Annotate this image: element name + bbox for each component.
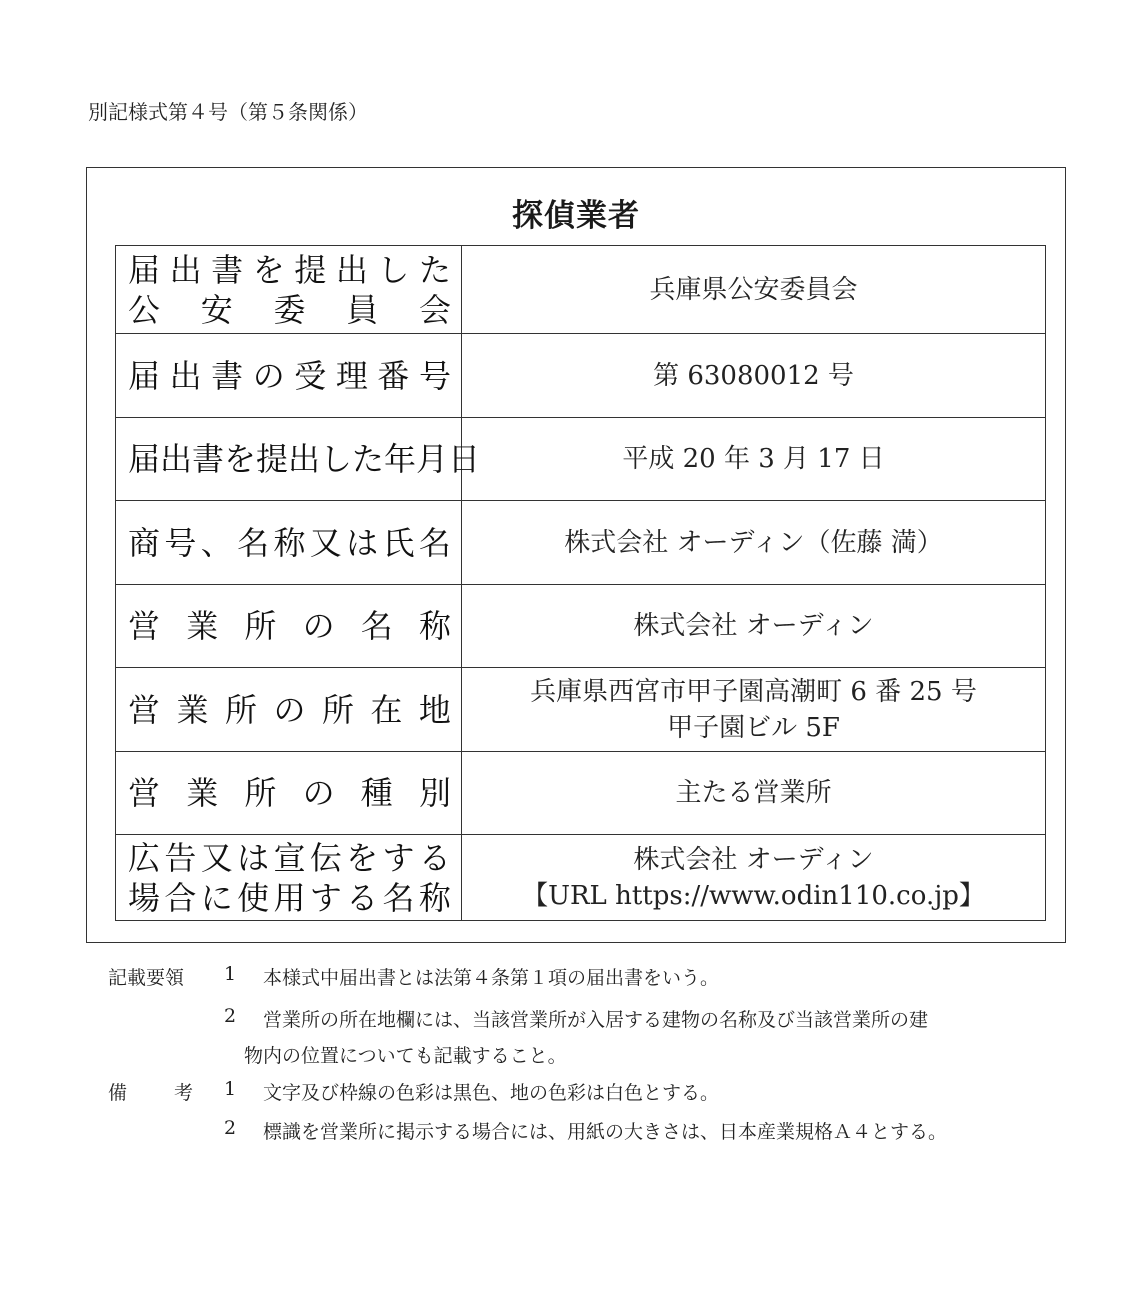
note-text: 本様式中届出書とは法第４条第１項の届出書をいう。 bbox=[263, 967, 720, 989]
row-value bbox=[462, 835, 1046, 921]
row-value bbox=[462, 246, 1046, 334]
row-label bbox=[116, 585, 462, 668]
row-value bbox=[462, 585, 1046, 668]
row-value bbox=[462, 334, 1046, 418]
row-label bbox=[116, 835, 462, 921]
row-label bbox=[116, 668, 462, 752]
label-line: 届 出 書 を 提 出 し た bbox=[128, 250, 451, 289]
note-text: 営業所の所在地欄には、当該営業所が入居する建物の名称及び当該営業所の建 bbox=[263, 1009, 929, 1031]
table-row bbox=[116, 334, 1046, 418]
table-row bbox=[116, 418, 1046, 501]
label-line: 場 合 に 使 用 す る 名 称 bbox=[128, 878, 451, 917]
biko-heading-char: 考 bbox=[174, 1082, 194, 1104]
sign-frame bbox=[86, 167, 1066, 943]
value-line: 平成 20 年 3 月 17 日 bbox=[622, 444, 885, 474]
kisai-heading: 記載要領 bbox=[108, 967, 185, 989]
label-line: 商 号 、 名 称 又 は 氏 名 bbox=[128, 523, 451, 562]
label-line: 届 出 書 の 受 理 番 号 bbox=[128, 356, 451, 395]
note-number: 2 bbox=[224, 1005, 237, 1027]
label-line: 公 安 委 員 会 bbox=[128, 290, 451, 329]
value-line: 株式会社 オーディン（佐藤 満） bbox=[564, 527, 943, 558]
row-value bbox=[462, 668, 1046, 752]
row-label bbox=[116, 752, 462, 835]
form-reference: 別記様式第４号（第５条関係） bbox=[88, 100, 368, 124]
value-line: 株式会社 オーディン bbox=[633, 844, 874, 875]
row-value bbox=[462, 418, 1046, 501]
row-value bbox=[462, 501, 1046, 585]
label-line: 広 告 又 は 宣 伝 を す る bbox=[128, 838, 451, 877]
note-number: 1 bbox=[224, 1078, 237, 1100]
label-line: 届出書を提出した年月日 bbox=[128, 440, 481, 478]
table-row bbox=[116, 246, 1046, 334]
table-row bbox=[116, 835, 1046, 921]
label-line: 営 業 所 の 種 別 bbox=[128, 774, 451, 812]
label-line: 営 業 所 の 名 称 bbox=[128, 607, 451, 645]
row-label bbox=[116, 334, 462, 418]
label-line: 営 業 所 の 所 在 地 bbox=[128, 690, 451, 729]
value-line: 【URL https://www.odin110.co.jp】 bbox=[522, 880, 985, 911]
table-row bbox=[116, 752, 1046, 835]
biko-heading-char: 備 bbox=[108, 1082, 128, 1104]
row-value bbox=[462, 752, 1046, 835]
table-row bbox=[116, 585, 1046, 668]
note-text: 文字及び枠線の色彩は黒色、地の色彩は白色とする。 bbox=[263, 1082, 720, 1104]
value-line: 兵庫県西宮市甲子園高潮町 6 番 25 号 bbox=[530, 676, 977, 707]
note-text-continued: 物内の位置についても記載すること。 bbox=[244, 1045, 567, 1067]
row-label bbox=[116, 246, 462, 334]
value-line: 甲子園ビル 5F bbox=[667, 712, 840, 743]
value-line: 株式会社 オーディン bbox=[633, 611, 874, 641]
sign-title: 探偵業者 bbox=[512, 198, 640, 234]
table-row bbox=[116, 501, 1046, 585]
row-label bbox=[116, 501, 462, 585]
value-line: 第 63080012 号 bbox=[653, 360, 854, 391]
note-text: 標識を営業所に掲示する場合には、用紙の大きさは、日本産業規格Ａ４とする。 bbox=[263, 1121, 948, 1143]
note-number: 2 bbox=[224, 1117, 237, 1139]
value-line: 主たる営業所 bbox=[675, 778, 832, 808]
value-line: 兵庫県公安委員会 bbox=[649, 274, 858, 305]
sign-table bbox=[115, 245, 1046, 921]
table-row bbox=[116, 668, 1046, 752]
note-number: 1 bbox=[224, 963, 237, 985]
row-label bbox=[116, 418, 481, 501]
